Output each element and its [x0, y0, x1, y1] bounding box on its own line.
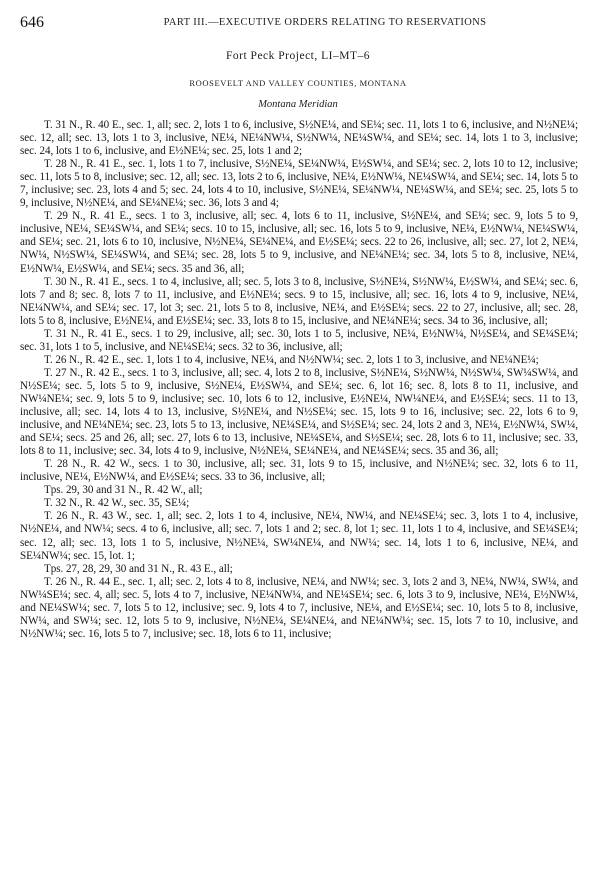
paragraph-tps-27-31n-r43e: Tps. 27, 28, 29, 30 and 31 N., R. 43 E., all;	[44, 562, 233, 575]
paragraph-t26n-r44e: T. 26 N., R. 44 E., sec. 1, all; sec. 2, lots 4 to 8, inclusive, NE¼, and NW¼; sec. 3, lots 2 and 3, NE¼, NW¼, SW¼, and NW¼SE¼; sec. 4, all; sec. 5, lots 4 to 7, inclusive, NE¼NW¼, and NE¼SE¼; sec. 6, lots 3 to 9, inclusive, NE¼, E½NW¼, and NE¼SW¼; sec. 7, lots 5 to 12, inclusive; sec. 9, lots 4 to 7, inclusive, NE¼, and E½SE¼; sec. 10, lots 5 to 8, inclusive, NW¼, and SW¼; sec. 12, lots 5 to 9, inclusive, N½NE¼, SE¼NE¼, and NE¼NW¼; sec. 15, lots 7 to 10, inclusive, and N½NW¼; sec. 16, lots 5 to 7, inclusive; sec. 18, lots 6 to 11, inclusive;	[20, 575, 578, 640]
page-number: 646	[20, 14, 44, 31]
paragraph-t30n-r41e: T. 30 N., R. 41 E., secs. 1 to 4, inclusive, all; sec. 5, lots 3 to 8, inclusive, S½NE¼, S½NW¼, E½SW¼, and SE¼; sec. 6, lots 7 and 8; sec. 8, lots 7 to 11, inclusive, and E½NE¼; secs. 9 to 15, inclusive, all; sec. 16, lots 4 to 9, inclusive, NE¼, NE¼NW¼, and SE¼; sec. 17, lot 3; sec. 21, lots 5 to 8, inclusive, NE¼, and E½SE¼; secs. 22 to 27, inclusive, all; sec. 28, lots 5 to 8, inclusive, E½NE¼, and E½SE¼; sec. 33, lots 8 to 15, inclusive, and NE¼NE¼; secs. 34 to 36, inclusive, all;	[20, 275, 578, 327]
paragraph-t29n-r41e: T. 29 N., R. 41 E., secs. 1 to 3, inclusive, all; sec. 4, lots 6 to 11, inclusive, S½NE¼, and SE¼; sec. 9, lots 5 to 9, inclusive, NE¼, SE¼SW¼, and SE¼; secs. 10 to 15, inclusive, all; sec. 16, lots 5 to 9, inclusive, NE¼, E½NW¼, NE¼SW¼, and SE¼; sec. 21, lots 6 to 10, inclusive, N½NE¼, SE¼NE¼, and E½SE¼; secs. 22 to 26, inclusive, all; sec. 27, lot 2, NE¼, NW¼, N½SW¼, SE¼SW¼, and SE¼; sec. 28, lots 5 to 9, inclusive, and NE¼NE¼; sec. 34, lots 5 to 8, inclusive, NE¼, E½NW¼, E½SW¼, and SE¼; secs. 35 and 36, all;	[20, 210, 578, 275]
paragraph-t32n-r42w: T. 32 N., R. 42 W., sec. 35, SE¼;	[44, 497, 190, 510]
counties-heading: ROOSEVELT AND VALLEY COUNTIES, MONTANA	[189, 78, 407, 88]
paragraph-t31n-r41e: T. 31 N., R. 41 E., secs. 1 to 29, inclusive, all; sec. 30, lots 1 to 5, inclusive, NE¼, E½NW¼, N½SE¼, and SE¼SE¼; sec. 31, lots 1 to 5, inclusive, and NE¼SE¼; secs. 32 to 36, inclusive, all;	[20, 327, 578, 353]
paragraph-tps-29-31n-r42w: Tps. 29, 30 and 31 N., R. 42 W., all;	[44, 484, 203, 497]
land-description-body	[20, 119, 578, 641]
paragraph-t27n-r42e: T. 27 N., R. 42 E., secs. 1 to 3, inclusive, all; sec. 4, lots 2 to 8, inclusive, S½NE¼, S½NW¼, N½SW¼, SW¼SW¼, and N½SE¼; sec. 5, lots 5 to 9, inclusive, S½NE¼, E½SW¼, and SE¼; sec. 6, lot 16; sec. 8, lots 8 to 11, inclusive, and NW¼NE¼; sec. 9, lots 5 to 9, inclusive; sec. 10, lots 6 to 12, inclusive, E½NE¼, NW¼NE¼, and E½SE¼; secs. 11 to 13, inclusive, all; sec. 14, lots 4 to 13, inclusive, S½NE¼, and N½SE¼; sec. 15, lots 9 to 16, inclusive; sec. 22, lots 6 to 9, inclusive, and NE¼NE¼; sec. 23, lots 5 to 13, inclusive, NE¼SE¼, and S½SE¼; sec. 24, lots 2 and 3, NE¼, E½NW¼, SW¼, and SE¼; secs. 25 and 26, all; sec. 27, lots 6 to 13, inclusive, NE¼SE¼, and S½SE¼; sec. 28, lots 6 to 11, inclusive; sec. 33, lots 8 to 11, inclusive; sec. 34, lots 4 to 9, inclusive, N½NE¼, SE¼NE¼, and NE¼SE¼; secs. 35 and 36, all;	[20, 366, 578, 458]
paragraph-t28n-r41e: T. 28 N., R. 41 E., sec. 1, lots 1 to 7, inclusive, S½NE¼, SE¼NW¼, E½SW¼, and SE¼; sec. 2, lots 10 to 12, inclusive; sec. 11, lots 5 to 8, inclusive; sec. 12, all; sec. 13, lots 2 to 6, inclusive, NE¼, E½NW¼, NE¼SW¼, and SE¼; sec. 14, lots 5 to 7, inclusive; sec. 23, lots 4 and 5; sec. 24, lots 4 to 10, inclusive, S½NE¼, SE¼NW¼, NE¼SW¼, and SE¼; sec. 25, lots 5 to 9, inclusive, N½NE¼, and SE¼NE¼; sec. 36, lots 3 and 4;	[20, 158, 578, 210]
running-title: PART III.—EXECUTIVE ORDERS RELATING TO RESERVATIONS	[163, 17, 487, 28]
paragraph-t31n-r40e: T. 31 N., R. 40 E., sec. 1, all; sec. 2, lots 1 to 6, inclusive, S½NE¼, and SE¼; sec. 11, lots 1 to 6, inclusive, and N½NE¼; sec. 12, all; sec. 13, lots 1 to 3, inclusive, NE¼, NE¼NW¼, S½NW¼, NE¼SW¼, and SE¼; sec. 14, lots 1 to 3, inclusive; sec. 24, lots 1 to 6, inclusive, and E½NE¼; sec. 25, lots 1 and 2;	[20, 119, 578, 158]
project-title: Fort Peck Project, LI–MT–6	[226, 50, 370, 62]
paragraph-t26n-r43w: T. 26 N., R. 43 W., sec. 1, all; sec. 2, lots 1 to 4, inclusive, NE¼, NW¼, and NE¼SE¼; sec. 3, lots 1 to 4, inclusive, N½NE¼, and NW¼; secs. 4 to 6, inclusive, all; sec. 7, lots 1 and 2; sec. 8, lot 1; sec. 11, lots 1 to 4, inclusive, and SE¼SE¼; sec. 12, all; sec. 13, lots 1 to 5, inclusive, N½NE¼, SW¼NE¼, and NW¼; sec. 14, lots 1 to 6, inclusive, NE¼, and SE¼NW¼; sec. 15, lot. 1;	[20, 510, 578, 562]
meridian-heading: Montana Meridian	[258, 99, 338, 110]
running-header	[20, 10, 586, 36]
paragraph-t26n-r42e: T. 26 N., R. 42 E., sec. 1, lots 1 to 4, inclusive, NE¼, and N½NW¼; sec. 2, lots 1 to 3, inclusive, and NE¼NE¼;	[44, 353, 539, 366]
paragraph-t28n-r42w: T. 28 N., R. 42 W., secs. 1 to 30, inclusive, all; sec. 31, lots 9 to 15, inclusive, and N½NE¼; sec. 32, lots 6 to 11, inclusive, NE¼, E½NW¼, and E½SE¼; secs. 33 to 36, inclusive, all;	[20, 458, 578, 484]
